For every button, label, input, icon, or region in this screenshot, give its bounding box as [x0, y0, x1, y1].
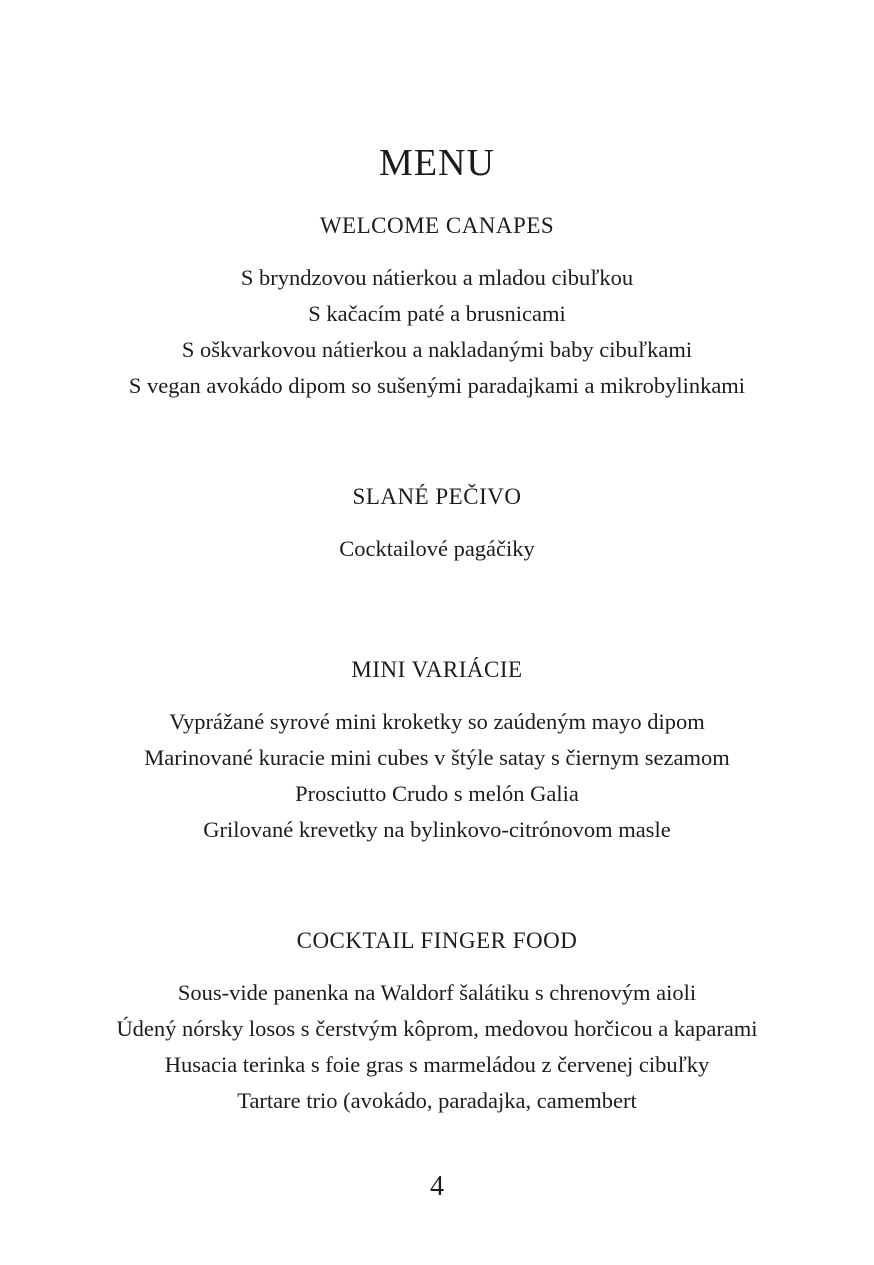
menu-page [0, 25, 874, 1265]
menu-item: S kačacím paté a brusnicami [308, 300, 566, 326]
menu-item: Sous-vide panenka na Waldorf šalátiku s chrenovým aioli [177, 979, 697, 1005]
section-heading: MINI VARIÁCIE [351, 656, 523, 682]
menu-item: Prosciutto Crudo s melón Galia [295, 780, 579, 806]
section-item-list [0, 531, 874, 567]
menu-item: Husacia terinka s foie gras s marmeládou z červenej cibuľky [164, 1051, 710, 1077]
section-heading: COCKTAIL FINGER FOOD [296, 927, 578, 953]
section-item-list [0, 704, 874, 848]
page-title: MENU [379, 142, 495, 185]
menu-item: Cocktailové pagáčiky [339, 535, 535, 561]
menu-item: S oškvarkovou nátierkou a nakladanými baby cibuľkami [181, 336, 693, 362]
menu-item: Grilované krevetky na bylinkovo-citrónovom masle [203, 816, 671, 842]
page-number: 4 [430, 1171, 444, 1203]
menu-item: Marinované kuracie mini cubes v štýle satay s čiernym sezamom [144, 744, 730, 770]
menu-item: S bryndzovou nátierkou a mladou cibuľkou [240, 264, 634, 290]
section-heading: SLANÉ PEČIVO [352, 483, 522, 509]
section-item-list [0, 260, 874, 404]
section-welcome-canapes [0, 211, 874, 404]
menu-item: Údený nórsky losos s čerstvým kôprom, medovou horčicou a kaparami [116, 1015, 758, 1041]
section-item-list [0, 975, 874, 1119]
section-cocktail-finger-food [0, 926, 874, 1119]
section-heading: WELCOME CANAPES [319, 212, 555, 238]
section-slane-pecivo [0, 482, 874, 567]
menu-item: Vyprážané syrové mini kroketky so zaúdeným mayo dipom [169, 708, 705, 734]
section-mini-variacie [0, 655, 874, 848]
menu-item: Tartare trio (avokádo, paradajka, camembert [237, 1087, 637, 1113]
menu-item: S vegan avokádo dipom so sušenými paradajkami a mikrobylinkami [128, 372, 746, 398]
